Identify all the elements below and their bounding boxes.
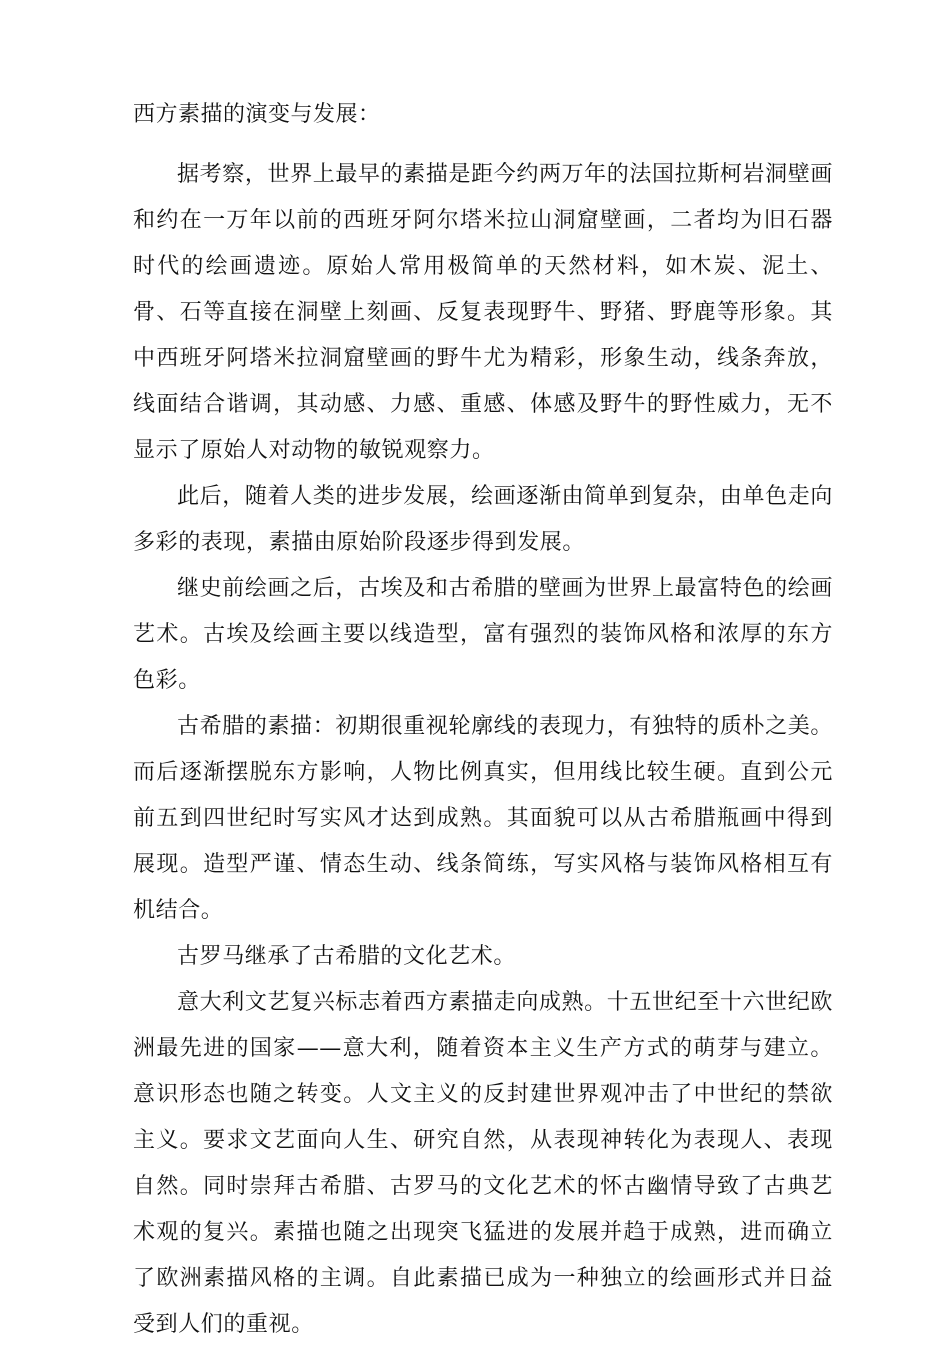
paragraph: 古罗马继承了古希腊的文化艺术。 xyxy=(177,944,517,969)
paragraph: 据考察，世界上最早的素描是距今约两万年的法国拉斯柯岩洞壁画和约在一万年以前的西班牙阿尔塔米拉山洞窟壁画，二者均为旧石器时代的绘画遗迹。原始人常用极简单的天然材料，如木炭、泥土、骨、石等直接在洞壁上刻画、反复表现野牛、野猪、野鹿等形象。其中西班牙阿塔米拉洞窟壁画的野牛尤为精彩，形象生动，线条奔放，线面结合谐调，其动感、力感、重感、体感及野牛的野性威力，无不显示了原始人对动物的敏锐观察力。 xyxy=(133,162,833,463)
paragraph: 继史前绘画之后，古埃及和古希腊的壁画为世界上最富特色的绘画艺术。古埃及绘画主要以线造型，富有强烈的装饰风格和浓厚的东方色彩。 xyxy=(133,576,833,693)
paragraph: 此后，随着人类的进步发展，绘画逐渐由简单到复杂，由单色走向多彩的表现，素描由原始阶段逐步得到发展。 xyxy=(133,484,833,555)
paragraph: 意大利文艺复兴标志着西方素描走向成熟。十五世纪至十六世纪欧洲最先进的国家——意大利，随着资本主义生产方式的萌芽与建立。意识形态也随之转变。人文主义的反封建世界观冲击了中世纪的禁欲主义。要求文艺面向人生、研究自然，从表现神转化为表现人、表现自然。同时崇拜古希腊、古罗马的文化艺术的怀古幽情导致了古典艺术观的复兴。素描也随之出现突飞猛进的发展并趋于成熟，进而确立了欧洲素描风格的主调。自此素描已成为一种独立的绘画形式并日益受到人们的重视。 xyxy=(133,990,833,1337)
document-page xyxy=(133,92,833,1348)
document-title: 西方素描的演变与发展： xyxy=(133,102,381,127)
paragraph: 古希腊的素描：初期很重视轮廓线的表现力，有独特的质朴之美。而后逐渐摆脱东方影响，人物比例真实，但用线比较生硬。直到公元前五到四世纪时写实风才达到成熟。其面貌可以从古希腊瓶画中得到展现。造型严谨、情态生动、线条简练，写实风格与装饰风格相互有机结合。 xyxy=(133,714,833,923)
